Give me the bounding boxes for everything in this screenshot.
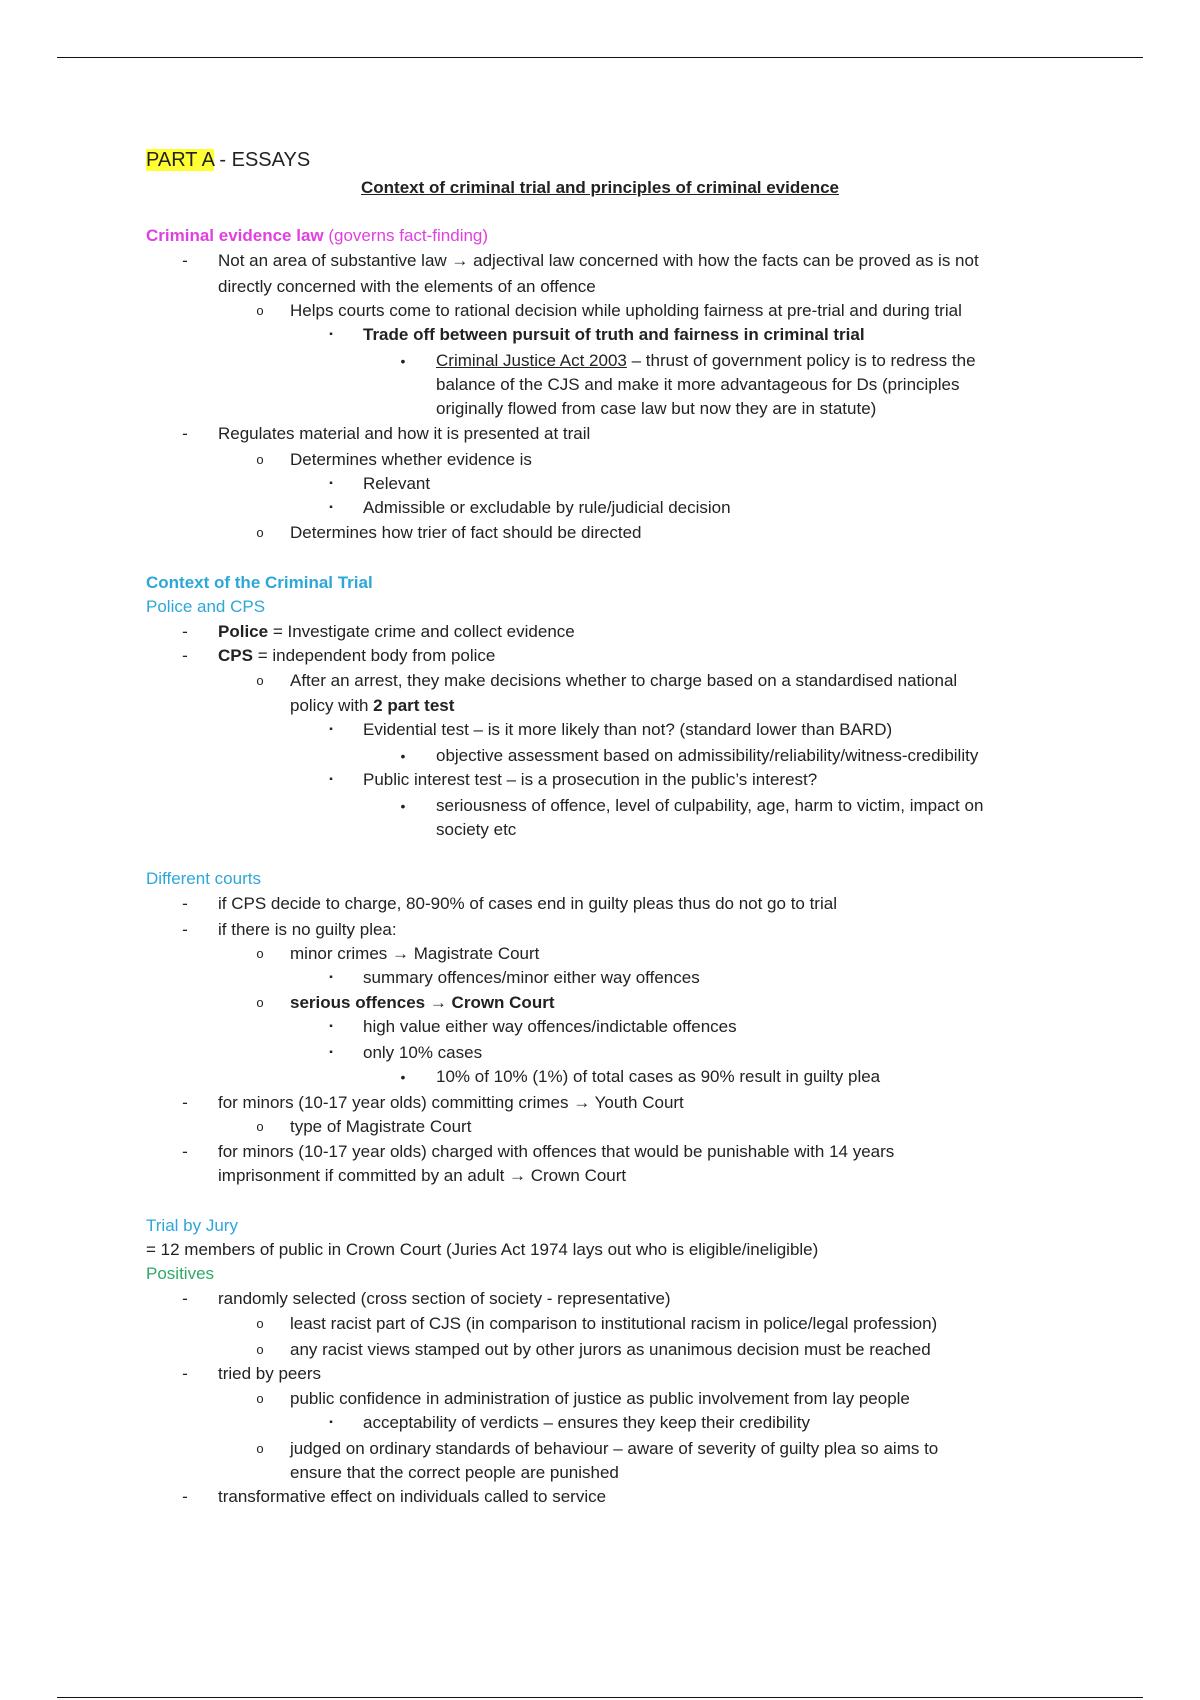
heading-text: Criminal evidence law — [146, 226, 324, 245]
list-item-continued: society etc — [436, 820, 517, 839]
list-item: After an arrest, they make decisions whether to charge based on a standardised national — [290, 671, 958, 690]
circle-marker: o — [256, 673, 264, 688]
list-item: type of Magistrate Court — [290, 1117, 472, 1136]
dash-marker: - — [182, 646, 188, 665]
list-item: 10% of 10% (1%) of total cases as 90% result in guilty plea — [436, 1067, 881, 1086]
list-item: objective assessment based on admissibility/reliability/witness-credibility — [436, 746, 979, 765]
dash-marker: - — [182, 251, 188, 270]
list-item: any racist views stamped out by other jurors as unanimous decision must be reached — [290, 1340, 931, 1359]
list-item: Public interest test – is a prosecution in the public’s interest? — [363, 770, 818, 789]
part-heading — [146, 147, 310, 173]
part-label: PART A — [146, 149, 214, 171]
list-item: Relevant — [363, 474, 431, 493]
list-item — [218, 645, 495, 667]
list-item-continued: balance of the CJS and make it more advantageous for Ds (principles — [436, 375, 960, 394]
circle-marker: o — [256, 1342, 264, 1357]
heading-subtext: (governs fact-finding) — [323, 226, 489, 245]
dot-marker: • — [400, 798, 406, 814]
square-marker: ▪ — [329, 1417, 333, 1428]
list-item: Admissible or excludable by rule/judicial decision — [363, 498, 731, 517]
circle-marker: o — [256, 1316, 264, 1331]
list-item — [363, 324, 865, 346]
dot-marker: • — [400, 353, 406, 369]
bottom-rule — [57, 1697, 1143, 1698]
list-item: Determines how trier of fact should be directed — [290, 523, 642, 542]
square-marker: ▪ — [329, 478, 333, 489]
circle-marker: o — [256, 995, 264, 1010]
bold-text: Police — [218, 622, 269, 641]
dash-marker: - — [182, 894, 188, 913]
document-title: Context of criminal trial and principles of criminal evidence — [360, 178, 839, 197]
bold-text: CPS — [218, 646, 253, 665]
circle-marker: o — [256, 1391, 264, 1406]
square-marker: ▪ — [329, 774, 333, 785]
list-item: minor crimes → Magistrate Court — [290, 944, 540, 963]
list-item: Not an area of substantive law → adjectival law concerned with how the facts can be proved as is not — [218, 251, 979, 270]
circle-marker: o — [256, 946, 264, 961]
bold-text: serious offences → Crown Court — [290, 993, 555, 1012]
square-marker: ▪ — [329, 329, 333, 340]
list-item-continued: imprisonment if committed by an adult → Crown Court — [218, 1166, 627, 1185]
square-marker: ▪ — [329, 724, 333, 735]
top-rule — [57, 57, 1143, 58]
circle-marker: o — [256, 1441, 264, 1456]
section-heading-context: Context of the Criminal Trial — [146, 573, 373, 592]
list-item: judged on ordinary standards of behaviour – aware of severity of guilty plea so aims to — [290, 1439, 939, 1458]
circle-marker: o — [256, 1119, 264, 1134]
square-marker: ▪ — [329, 1047, 333, 1058]
dash-marker: - — [182, 920, 188, 939]
list-item: Evidential test – is it more likely than not? (standard lower than BARD) — [363, 720, 893, 739]
circle-marker: o — [256, 525, 264, 540]
subheading-different-courts: Different courts — [146, 869, 261, 888]
section-heading-criminal-evidence-law — [146, 225, 488, 247]
list-item — [290, 992, 554, 1014]
square-marker: ▪ — [329, 502, 333, 513]
square-marker: ▪ — [329, 1021, 333, 1032]
part-rest: - ESSAYS — [213, 149, 311, 171]
dash-marker: - — [182, 622, 188, 641]
list-item: if there is no guilty plea: — [218, 920, 397, 939]
list-item: least racist part of CJS (in comparison to institutional racism in police/legal profession) — [290, 1314, 938, 1333]
list-item: transformative effect on individuals called to service — [218, 1487, 607, 1506]
dash-marker: - — [182, 424, 188, 443]
dash-marker: - — [182, 1364, 188, 1383]
circle-marker: o — [256, 452, 264, 467]
dash-marker: - — [182, 1289, 188, 1308]
dot-marker: • — [400, 748, 406, 764]
list-item: tried by peers — [218, 1364, 321, 1383]
list-item-text: = independent body from police — [252, 646, 496, 665]
list-item — [436, 350, 976, 372]
list-item: for minors (10-17 year olds) committing crimes → Youth Court — [218, 1093, 684, 1112]
list-item: only 10% cases — [363, 1043, 483, 1062]
list-item: summary offences/minor either way offences — [363, 968, 700, 987]
list-item-continued: directly concerned with the elements of an offence — [218, 277, 596, 296]
list-item: high value either way offences/indictable offences — [363, 1017, 737, 1036]
list-item: randomly selected (cross section of society - representative) — [218, 1289, 671, 1308]
list-item: acceptability of verdicts – ensures they keep their credibility — [363, 1413, 810, 1432]
list-item-text: – thrust of government policy is to redress the — [626, 351, 976, 370]
list-item-text: policy with — [290, 696, 374, 715]
list-item-text: = Investigate crime and collect evidence — [268, 622, 575, 641]
bold-text: Trade off between pursuit of truth and fairness in criminal trial — [363, 325, 865, 344]
dash-marker: - — [182, 1093, 188, 1112]
list-item-continued: ensure that the correct people are punished — [290, 1463, 619, 1482]
list-item: public confidence in administration of justice as public involvement from lay people — [290, 1389, 910, 1408]
list-item: Helps courts come to rational decision while upholding fairness at pre-trial and during trial — [290, 301, 962, 320]
subheading-police-cps: Police and CPS — [146, 597, 266, 616]
list-item: for minors (10-17 year olds) charged with offences that would be punishable with 14 years — [218, 1142, 895, 1161]
list-item — [218, 621, 575, 643]
square-marker: ▪ — [329, 972, 333, 983]
underlined-text: Criminal Justice Act 2003 — [436, 351, 627, 370]
list-item: Determines whether evidence is — [290, 450, 532, 469]
list-item: seriousness of offence, level of culpability, age, harm to victim, impact on — [436, 796, 984, 815]
list-item-continued: originally flowed from case law but now they are in statute) — [436, 399, 877, 418]
subheading-trial-by-jury: Trial by Jury — [146, 1216, 238, 1235]
dash-marker: - — [182, 1487, 188, 1506]
circle-marker: o — [256, 303, 264, 318]
dot-marker: • — [400, 1069, 406, 1085]
dash-marker: - — [182, 1142, 188, 1161]
list-item: if CPS decide to charge, 80-90% of cases end in guilty pleas thus do not go to trial — [218, 894, 837, 913]
list-item: Regulates material and how it is presented at trail — [218, 424, 591, 443]
jury-definition: = 12 members of public in Crown Court (Juries Act 1974 lays out who is eligible/ineligible) — [146, 1240, 819, 1259]
bold-text: 2 part test — [373, 696, 455, 715]
list-item-continued — [290, 695, 454, 717]
subheading-positives: Positives — [146, 1264, 215, 1283]
